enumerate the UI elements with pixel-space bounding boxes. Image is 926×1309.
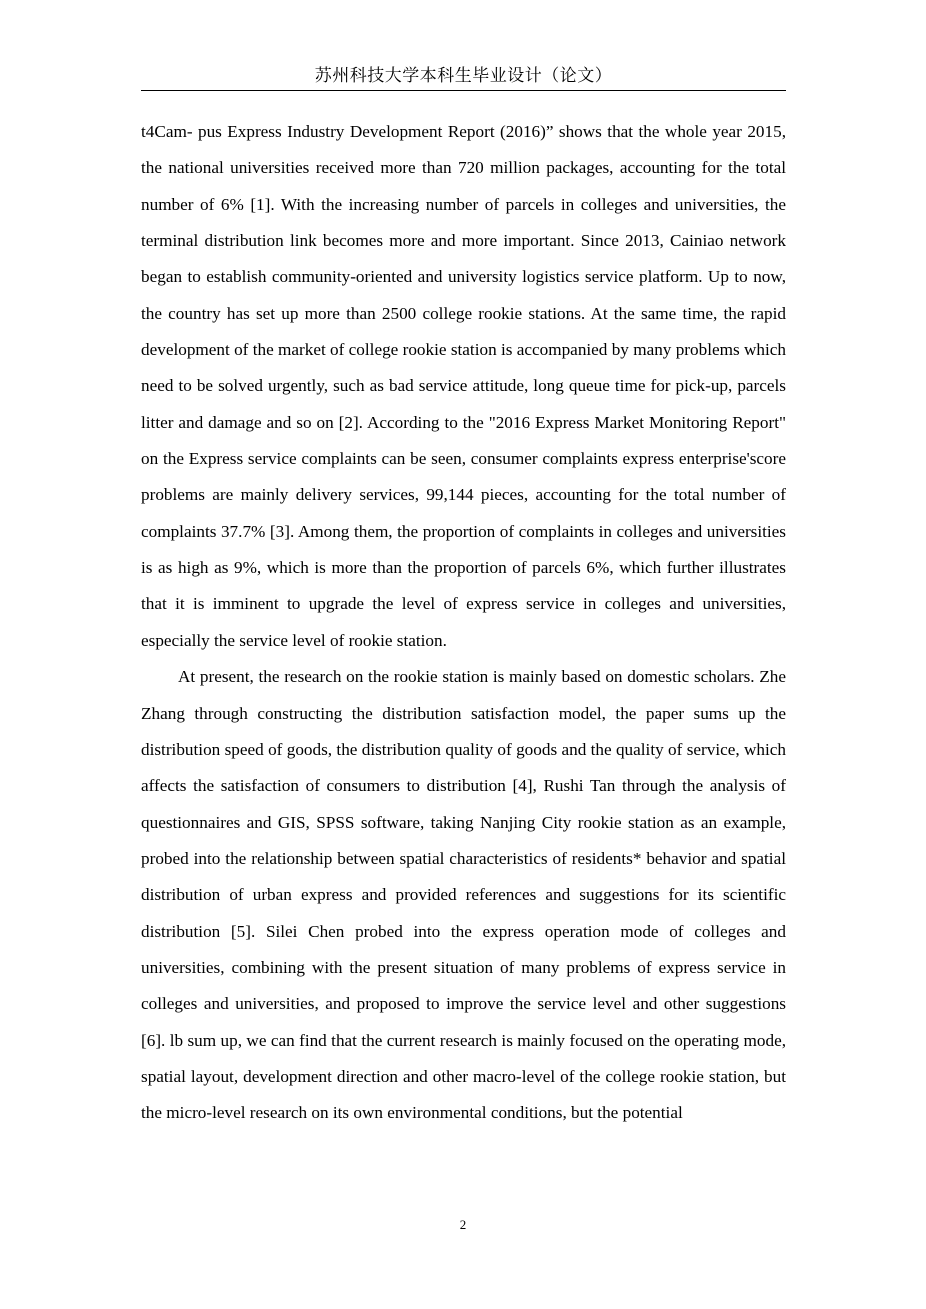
header-rule (141, 90, 786, 91)
paragraph-2: At present, the research on the rookie station is mainly based on domestic scholars. Zhe Zhang through constructing the distribution satisfaction model, the paper sums up the distribution speed of goods, the distribution quality of goods and the quality of service, which affects the satisfaction of consumers to distribution [4], Rushi Tan through the analysis of questionnaires and GIS, SPSS software, taking Nanjing City rookie station as an example, probed into the relationship between spatial characteristics of residents* behavior and spatial distribution of urban express and provided references and suggestions for its scientific distribution [5]. Silei Chen probed into the express operation mode of colleges and universities, combining with the present situation of many problems of express service in colleges and universities, and proposed to improve the service level and other suggestions [6]. lb sum up, we can find that the current research is mainly focused on the operating mode, spatial layout, development direction and other macro-level of the college rookie station, but the micro-level research on its own environmental conditions, but the potential (141, 667, 786, 1123)
page-number: 2 (459, 1217, 467, 1232)
paragraph-1: t4Cam- pus Express Industry Development Report (2016)” shows that the whole year 2015, the national universities received more than 720 million packages, accounting for the total number of 6% [1]. With the increasing number of parcels in colleges and universities, the terminal distribution link becomes more and more important. Since 2013, Cainiao network began to establish community-oriented and university logistics service platform. Up to now, the country has set up more than 2500 college rookie stations. At the same time, the rapid development of the market of college rookie station is accompanied by many problems which need to be solved urgently, such as bad service attitude, long queue time for pick-up, parcels litter and damage and so on [2]. According to the "2016 Express Market Monitoring Report" on the Express service complaints can be seen, consumer complaints express enterprise'score problems are mainly delivery services, 99,144 pieces, accounting for the total number of complaints 37.7% [3]. Among them, the proportion of complaints in colleges and universities is as high as 9%, which is more than the proportion of parcels 6%, which further illustrates that it is imminent to upgrade the level of express service in colleges and universities, especially the service level of rookie station. (141, 122, 786, 650)
body-text (141, 114, 786, 1132)
running-header: 苏州科技大学本科生毕业设计（论文） (314, 66, 613, 85)
